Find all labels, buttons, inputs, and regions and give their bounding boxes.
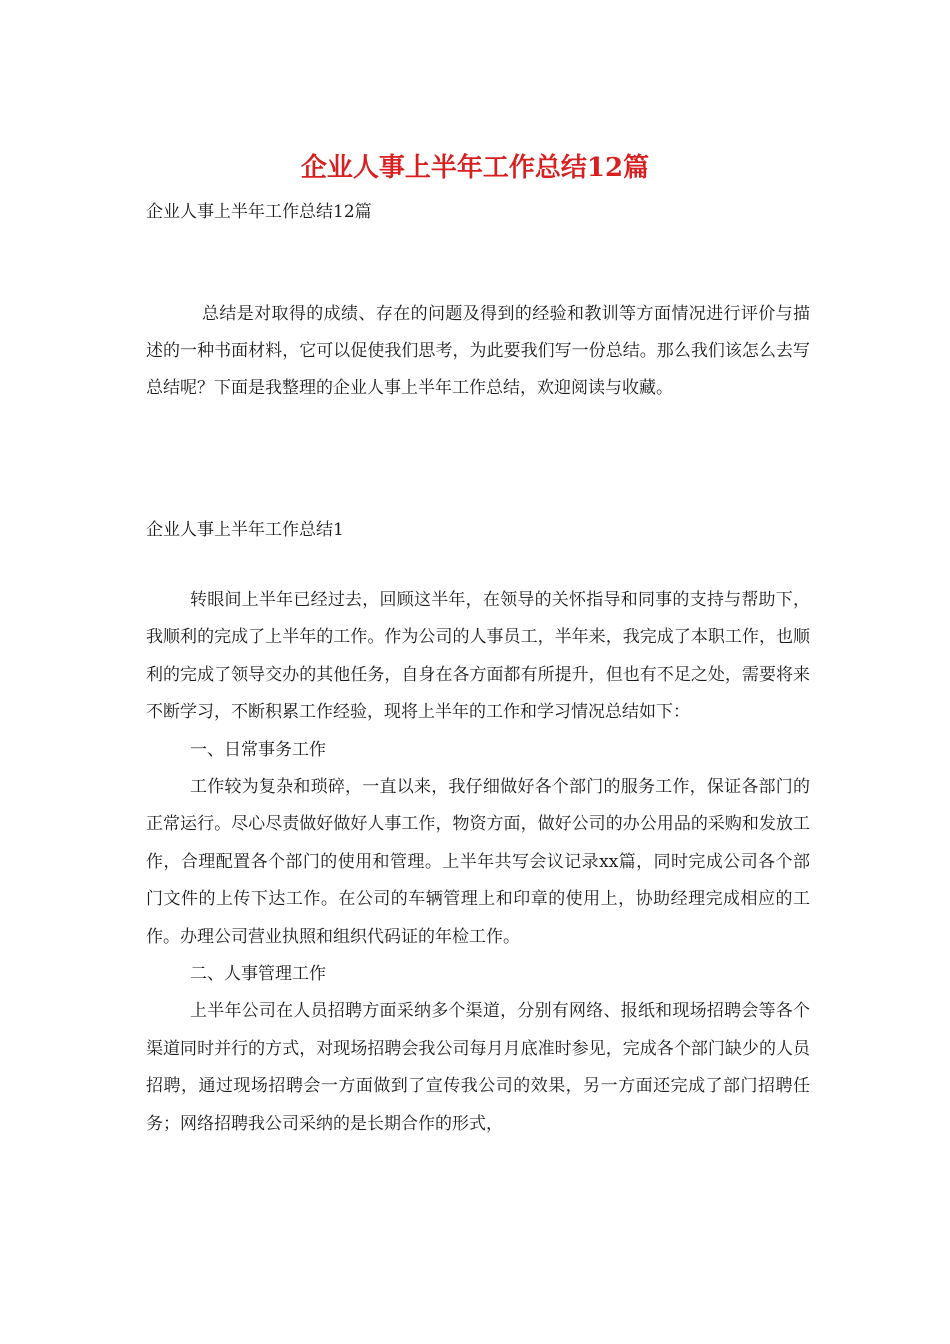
paragraph: 工作较为复杂和琐碎，一直以来，我仔细做好各个部门的服务工作，保证各部门的正常运行。尽心尽责做好做好人事工作，物资方面，做好公司的办公用品的采购和发放工作，合理配置各个部门的使用和管理。上半年共写会议记录xx篇，同时完成公司各个部门文件的上传下达工作。在公司的车辆管理上和印章的使用上，协助经理完成相应的工作。办理公司营业执照和组织代码证的年检工作。 [146, 777, 810, 947]
section-content [146, 582, 810, 1143]
section-heading: 企业人事上半年工作总结1 [146, 520, 344, 540]
paragraph: 转眼间上半年已经过去，回顾这半年，在领导的关怀指导和同事的支持与帮助下，我顺利的完成了上半年的工作。作为公司的人事员工，半年来，我完成了本职工作，也顺利的完成了领导交办的其他任务，自身在各方面都有所提升，但也有不足之处，需要将来不断学习，不断积累工作经验，现将上半年的工作和学习情况总结如下： [146, 590, 810, 723]
document-subtitle: 企业人事上半年工作总结12篇 [146, 202, 372, 222]
document-title: 企业人事上半年工作总结12篇 [300, 153, 650, 183]
intro-paragraph: 总结是对取得的成绩、存在的问题及得到的经验和教训等方面情况进行评价与描述的一种书面材料，它可以促使我们思考，为此要我们写一份总结。那么我们该怎么去写总结呢？下面是我整理的企业人事上半年工作总结，欢迎阅读与收藏。 [146, 304, 810, 398]
subheading: 一、日常事务工作 [190, 739, 326, 760]
subheading: 二、人事管理工作 [190, 964, 326, 985]
paragraph: 上半年公司在人员招聘方面采纳多个渠道，分别有网络、报纸和现场招聘会等各个渠道同时并行的方式，对现场招聘会我公司每月月底准时参见，完成各个部门缺少的人员招聘，通过现场招聘会一方面做到了宣传我公司的效果，另一方面还完成了部门招聘任务；网络招聘我公司采纳的是长期合作的形式， [146, 1001, 810, 1134]
